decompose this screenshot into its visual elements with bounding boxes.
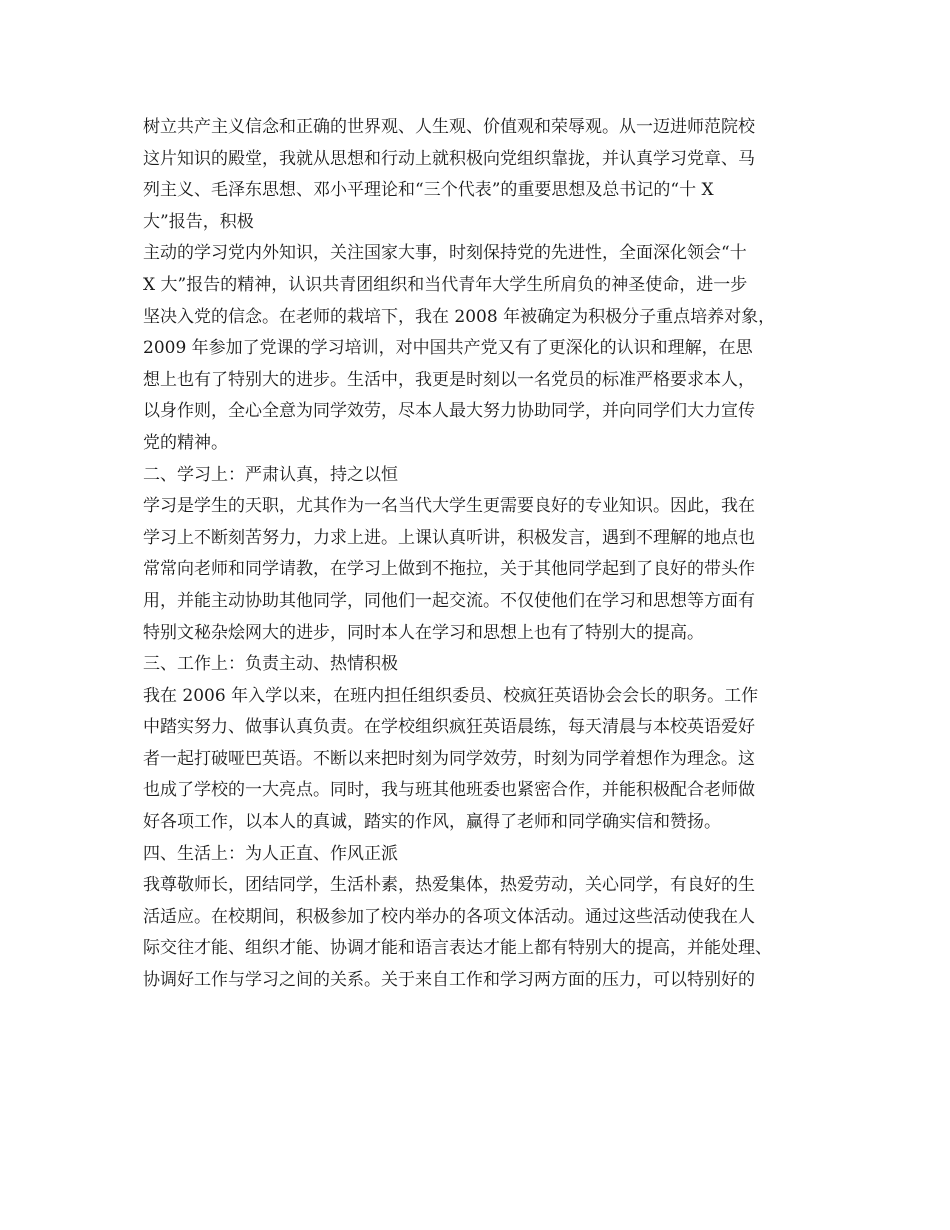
text-line: 这片知识的殿堂，我就从思想和行动上就积极向党组织靠拢，并认真学习党章、马 (143, 148, 755, 169)
text-line: 坚决入党的信念。在老师的栽培下，我在 2008 年被确定为积极分子重点培养对象， (143, 306, 776, 327)
text-line: 常常向老师和同学请教，在学习上做到不拖拉，关于其他同学起到了良好的带头作 (143, 559, 755, 580)
text-line: 大”报告，积极 (143, 211, 254, 232)
text-line: 者一起打破哑巴英语。不断以来把时刻为同学效劳，时刻为同学着想作为理念。这 (143, 748, 755, 769)
text-line: 以身作则，全心全意为同学效劳，尽本人最大努力协助同学，并向同学们大力宣传 (143, 401, 755, 422)
body-text (143, 112, 823, 997)
text-line: 也成了学校的一大亮点。同时，我与班其他班委也紧密合作，并能积极配合老师做 (143, 780, 755, 801)
text-line: 学习上不断刻苦努力，力求上进。上课认真听讲，积极发言，遇到不理解的地点也 (143, 527, 755, 548)
text-line: 2009 年参加了党课的学习培训，对中国共产党又有了更深化的认识和理解，在思 (143, 338, 753, 359)
text-line: 好各项工作，以本人的真诚，踏实的作风，赢得了老师和同学确实信和赞扬。 (143, 812, 721, 833)
text-line: 特别文秘杂烩网大的进步，同时本人在学习和思想上也有了特别大的提高。 (143, 622, 704, 643)
text-line: 协调好工作与学习之间的关系。关于来自工作和学习两方面的压力，可以特别好的 (143, 970, 755, 991)
text-line: 树立共产主义信念和正确的世界观、人生观、价值观和荣辱观。从一迈进师范院校 (143, 117, 755, 137)
section-heading: 四、生活上：为人正直、作风正派 (143, 843, 398, 864)
text-line: 中踏实努力、做事认真负责。在学校组织疯狂英语晨练，每天清晨与本校英语爱好 (143, 717, 755, 738)
text-line: 我在 2006 年入学以来，在班内担任组织委员、校疯狂英语协会会长的职务。工作 (143, 685, 759, 706)
text-line: 党的精神。 (143, 432, 228, 453)
text-line: 我尊敬师长，团结同学，生活朴素，热爱集体，热爱劳动，关心同学，有良好的生 (143, 875, 755, 896)
section-heading: 二、学习上：严肃认真，持之以恒 (143, 464, 398, 485)
text-line: 用，并能主动协助其他同学，同他们一起交流。不仅使他们在学习和思想等方面有 (143, 590, 755, 611)
text-line: 想上也有了特别大的进步。生活中，我更是时刻以一名党员的标准严格要求本人， (143, 369, 755, 390)
text-line: X 大”报告的精神，认识共青团组织和当代青年大学生所肩负的神圣使命，进一步 (143, 274, 748, 295)
section-heading: 三、工作上：负责主动、热情积极 (143, 654, 398, 675)
text-line: 列主义、毛泽东思想、邓小平理论和“三个代表”的重要思想及总书记的“十 X (143, 180, 714, 201)
text-line: 活适应。在校期间，积极参加了校内举办的各项文体活动。通过这些活动使我在人 (143, 906, 755, 927)
text-line: 主动的学习党内外知识，关注国家大事，时刻保持党的先进性，全面深化领会“十 (143, 243, 747, 264)
text-line: 际交往才能、组织才能、协调才能和语言表达才能上都有特别大的提高，并能处理、 (143, 938, 772, 959)
text-line: 学习是学生的天职，尤其作为一名当代大学生更需要良好的专业知识。因此，我在 (143, 496, 755, 517)
